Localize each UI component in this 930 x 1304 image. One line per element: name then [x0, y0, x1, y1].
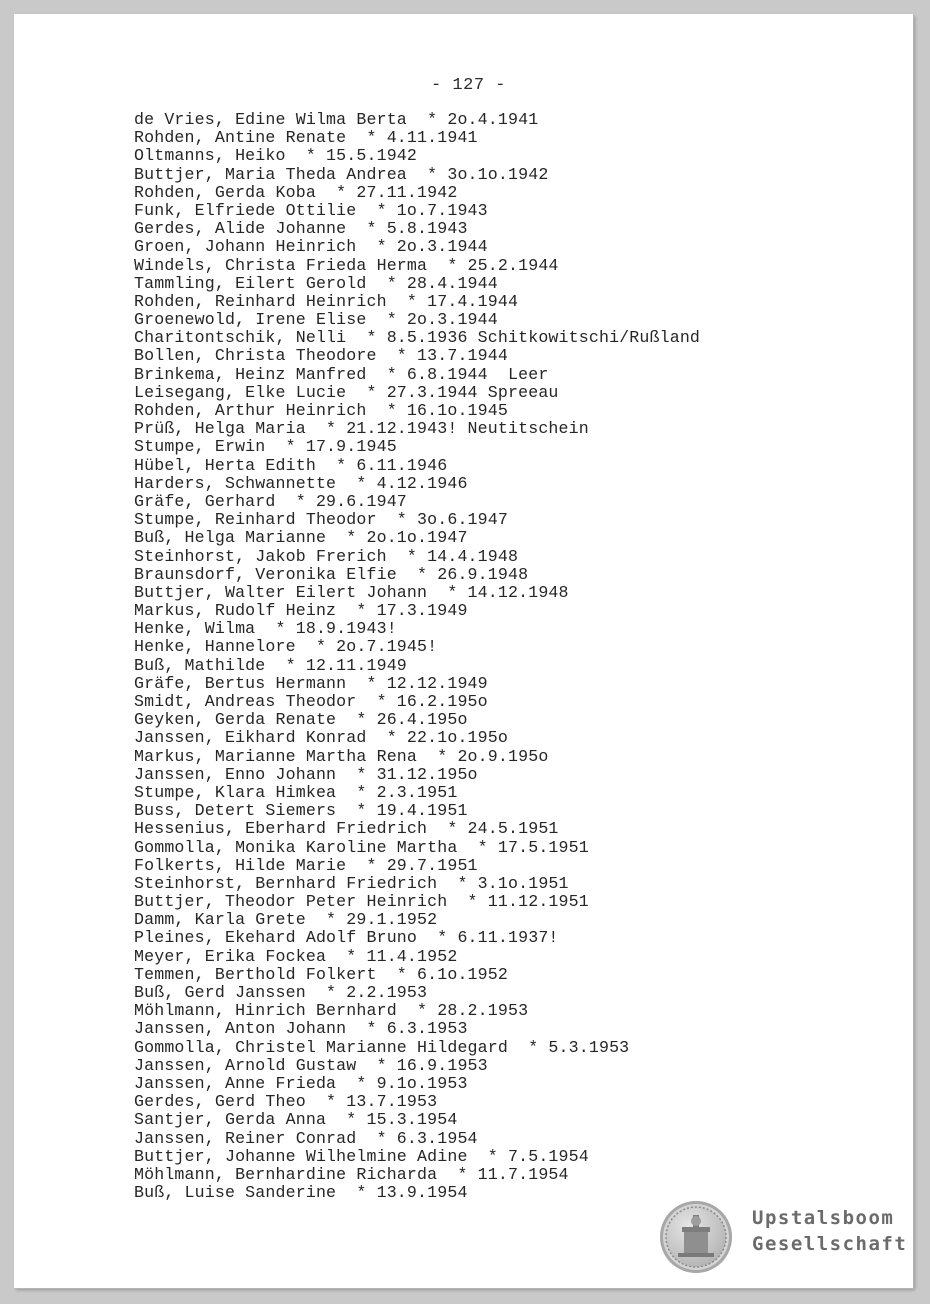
list-item: Stumpe, Klara Himkea * 2.3.1951	[134, 782, 458, 802]
document-page	[14, 14, 913, 1288]
list-item: Gommolla, Monika Karoline Martha * 17.5.1951	[134, 837, 589, 857]
list-item: Braunsdorf, Veronika Elfie * 26.9.1948	[134, 564, 529, 584]
list-item: Funk, Elfriede Ottilie * 1o.7.1943	[134, 200, 488, 220]
list-item: Pleines, Ekehard Adolf Bruno * 6.11.1937!	[134, 928, 559, 948]
list-item: Janssen, Enno Johann * 31.12.195o	[134, 764, 478, 784]
list-item: Buttjer, Maria Theda Andrea * 3o.1o.1942	[134, 164, 549, 184]
list-item: Folkerts, Hilde Marie * 29.7.1951	[134, 855, 478, 875]
society-logo	[660, 1201, 910, 1277]
list-item: Janssen, Eikhard Konrad * 22.1o.195o	[134, 728, 508, 748]
list-item: Janssen, Anton Johann * 6.3.1953	[134, 1019, 468, 1039]
list-item: Buß, Mathilde * 12.11.1949	[134, 655, 407, 675]
list-item: Rohden, Antine Renate * 4.11.1941	[134, 128, 478, 148]
upstalsboom-seal-icon	[660, 1201, 732, 1273]
list-item: Stumpe, Erwin * 17.9.1945	[134, 437, 397, 457]
list-item: de Vries, Edine Wilma Berta * 2o.4.1941	[134, 110, 539, 129]
list-item: Temmen, Berthold Folkert * 6.1o.1952	[134, 964, 508, 984]
list-item: Meyer, Erika Fockea * 11.4.1952	[134, 946, 458, 966]
list-item: Möhlmann, Bernhardine Richarda * 11.7.1954	[134, 1164, 569, 1184]
logo-line-1: Upstalsboom	[752, 1207, 895, 1229]
logo-line-2: Gesellschaft	[752, 1233, 908, 1255]
entry-list	[134, 111, 700, 1202]
list-item: Hessenius, Eberhard Friedrich * 24.5.1951	[134, 819, 559, 839]
list-item: Buß, Gerd Janssen * 2.2.1953	[134, 983, 428, 1002]
list-item: Smidt, Andreas Theodor * 16.2.195o	[134, 692, 488, 711]
list-item: Hübel, Herta Edith * 6.11.1946	[134, 455, 448, 475]
list-item: Gräfe, Gerhard * 29.6.1947	[134, 491, 407, 511]
list-item: Brinkema, Heinz Manfred * 6.8.1944 Leer	[134, 364, 549, 384]
list-item: Rohden, Arthur Heinrich * 16.1o.1945	[134, 401, 508, 420]
list-item: Windels, Christa Frieda Herma * 25.2.1944	[134, 255, 559, 275]
list-item: Gerdes, Alide Johanne * 5.8.1943	[134, 219, 468, 239]
list-item: Henke, Wilma * 18.9.1943!	[134, 619, 397, 639]
list-item: Steinhorst, Jakob Frerich * 14.4.1948	[134, 546, 519, 566]
list-item: Gerdes, Gerd Theo * 13.7.1953	[134, 1092, 438, 1112]
list-item: Buttjer, Johanne Wilhelmine Adine * 7.5.1954	[134, 1146, 589, 1166]
list-item: Groen, Johann Heinrich * 2o.3.1944	[134, 237, 488, 257]
list-item: Janssen, Anne Frieda * 9.1o.1953	[134, 1073, 468, 1093]
list-item: Rohden, Reinhard Heinrich * 17.4.1944	[134, 291, 519, 311]
list-item: Rohden, Gerda Koba * 27.11.1942	[134, 182, 458, 202]
list-item: Buß, Helga Marianne * 2o.1o.1947	[134, 528, 468, 548]
logo-text	[752, 1205, 907, 1257]
list-item: Henke, Hannelore * 2o.7.1945!	[134, 637, 438, 657]
list-item: Gommolla, Christel Marianne Hildegard * 5.3.1953	[134, 1037, 630, 1057]
list-item: Tammling, Eilert Gerold * 28.4.1944	[134, 273, 498, 293]
list-item: Buss, Detert Siemers * 19.4.1951	[134, 801, 468, 821]
list-item: Janssen, Reiner Conrad * 6.3.1954	[134, 1128, 478, 1148]
list-item: Buttjer, Theodor Peter Heinrich * 11.12.1951	[134, 892, 589, 912]
list-item: Prüß, Helga Maria * 21.12.1943! Neutitschein	[134, 419, 589, 439]
list-item: Janssen, Arnold Gustaw * 16.9.1953	[134, 1055, 488, 1075]
list-item: Buß, Luise Sanderine * 13.9.1954	[134, 1183, 468, 1203]
list-item: Steinhorst, Bernhard Friedrich * 3.1o.1951	[134, 873, 569, 893]
list-item: Harders, Schwannette * 4.12.1946	[134, 473, 468, 493]
list-item: Markus, Rudolf Heinz * 17.3.1949	[134, 601, 468, 621]
list-item: Möhlmann, Hinrich Bernhard * 28.2.1953	[134, 1001, 529, 1021]
list-item: Bollen, Christa Theodore * 13.7.1944	[134, 346, 508, 366]
list-item: Charitontschik, Nelli * 8.5.1936 Schitkowitschi/Rußland	[134, 328, 701, 348]
list-item: Gräfe, Bertus Hermann * 12.12.1949	[134, 673, 488, 693]
list-item: Stumpe, Reinhard Theodor * 3o.6.1947	[134, 510, 508, 530]
page-number: - 127 -	[431, 76, 506, 95]
list-item: Santjer, Gerda Anna * 15.3.1954	[134, 1110, 458, 1130]
list-item: Groenewold, Irene Elise * 2o.3.1944	[134, 310, 498, 330]
list-item: Leisegang, Elke Lucie * 27.3.1944 Spreeau	[134, 382, 559, 402]
list-item: Damm, Karla Grete * 29.1.1952	[134, 910, 438, 930]
list-item: Buttjer, Walter Eilert Johann * 14.12.1948	[134, 582, 569, 602]
list-item: Geyken, Gerda Renate * 26.4.195o	[134, 710, 468, 730]
list-item: Markus, Marianne Martha Rena * 2o.9.195o	[134, 746, 549, 766]
list-item: Oltmanns, Heiko * 15.5.1942	[134, 146, 418, 166]
